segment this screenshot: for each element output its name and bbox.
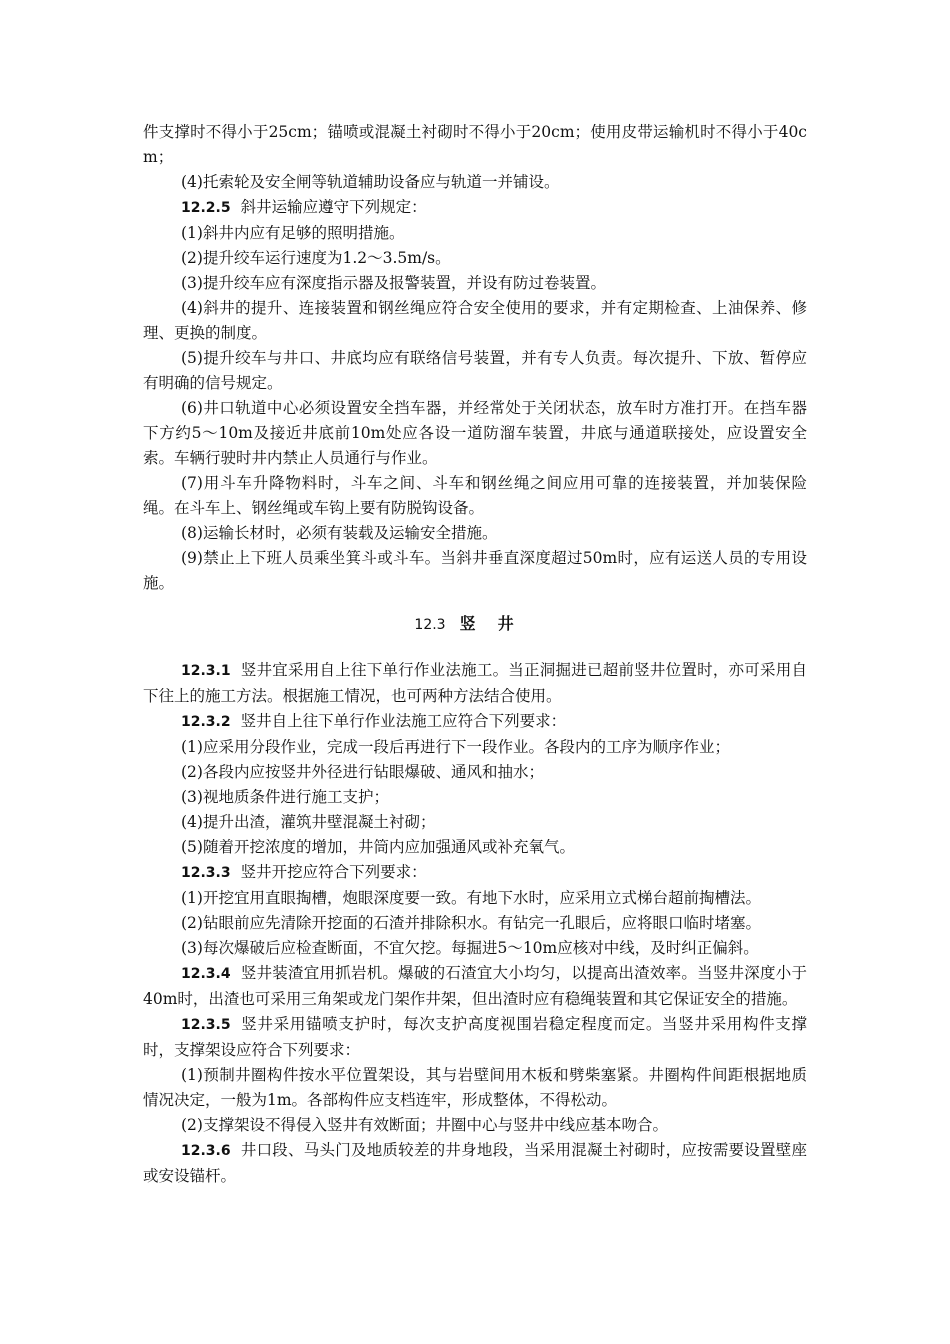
list-item: (2)支撑架设不得侵入竖井有效断面；井圈中心与竖井中线应基本吻合。 [181,1116,668,1134]
list-item: (4)提升出渣，灌筑井壁混凝土衬砌； [181,813,436,831]
clause-text: 斜井运输应遵守下列规定： [240,198,427,216]
list-item: (1)应采用分段作业，完成一段后再进行下一段作业。各段内的工序为顺序作业； [181,738,730,756]
list-item: (3)提升绞车应有深度指示器及报警装置，并设有防过卷装置。 [181,274,606,292]
list-item: (7)用斗车升降物料时，斗车之间、斗车和钢丝绳之间应用可靠的连接装置，并加装保险绳。在斗车上、钢丝绳或车钩上要有防脱钩设备。 [143,474,807,517]
clause-number: 12.3.3 [181,865,231,881]
list-item: (9)禁止上下班人员乘坐箕斗或斗车。当斜井垂直深度超过50m时，应有运送人员的专用设施。 [143,549,807,592]
list-item: (5)提升绞车与井口、井底均应有联络信号装置，并有专人负责。每次提升、下放、暂停应有明确的信号规定。 [143,349,807,392]
clause-number: 12.3.5 [181,1017,231,1033]
clause-12-2-5 [143,195,807,221]
clause-number: 12.3.2 [181,714,231,730]
clause-12-3-5 [143,1012,807,1063]
clause-12-3-1 [143,658,807,709]
section-title: 竖井 [459,614,536,633]
clause-12-3-6 [143,1138,807,1189]
clause-text: 竖井自上往下单行作业法施工应符合下列要求： [240,712,567,730]
clause-number: 12.3.4 [181,966,231,982]
clause-number: 12.3.1 [181,663,231,679]
document-page [143,120,807,1189]
list-item: (6)井口轨道中心必须设置安全挡车器，并经常处于关闭状态，放车时方准打开。在挡车器下方约5～10m及接近井底前10m处应各设一道防溜车装置，井底与通道联接处，应设置安全索。车辆行驶时井内禁止人员通行与作业。 [143,399,807,467]
clause-text: 竖井采用锚喷支护时，每次支护高度视围岩稳定程度而定。当竖井采用构件支撑时，支撑架设应符合下列要求： [143,1015,807,1059]
list-item: (2)提升绞车运行速度为1.2～3.5m/s。 [181,249,451,267]
section-heading [143,611,807,638]
continuation-text: 件支撑时不得小于25cm；锚喷或混凝土衬砌时不得小于20cm；使用皮带运输机时不得小于40cm； [143,123,807,166]
clause-number: 12.3.6 [181,1143,231,1159]
list-item: (4)托索轮及安全闸等轨道辅助设备应与轨道一并铺设。 [181,173,560,191]
clause-text: 竖井宜采用自上往下单行作业法施工。当正洞掘进已超前竖井位置时，亦可采用自下往上的施工方法。根据施工情况，也可两种方法结合使用。 [143,661,807,705]
section-number: 12.3 [414,617,446,633]
list-item: (2)钻眼前应先清除开挖面的石渣并排除积水。有钻完一孔眼后，应将眼口临时堵塞。 [181,914,761,932]
list-item: (4)斜井的提升、连接装置和钢丝绳应符合安全使用的要求，并有定期检查、上油保养、修理、更换的制度。 [143,299,807,342]
list-item: (3)视地质条件进行施工支护； [181,788,389,806]
list-item: (2)各段内应按竖井外径进行钻眼爆破、通风和抽水； [181,763,544,781]
clause-text: 井口段、马头门及地质较差的井身地段，当采用混凝土衬砌时，应按需要设置壁座或安设锚杆。 [143,1141,807,1185]
list-item: (3)每次爆破后应检查断面，不宜欠挖。每掘进5～10m应核对中线，及时纠正偏斜。 [181,939,759,957]
list-item: (1)预制井圈构件按水平位置架设，其与岩壁间用木板和劈柴塞紧。井圈构件间距根据地质情况决定，一般为1m。各部构件应支档连牢，形成整体，不得松动。 [143,1066,807,1109]
list-item: (8)运输长材时，必须有装载及运输安全措施。 [181,524,498,542]
list-item: (1)开挖宜用直眼掏槽，炮眼深度要一致。有地下水时，应采用立式梯台超前掏槽法。 [181,889,761,907]
list-item: (1)斜井内应有足够的照明措施。 [181,224,405,242]
clause-number: 12.2.5 [181,200,231,216]
list-item: (5)随着开挖浓度的增加，井筒内应加强通风或补充氧气。 [181,838,575,856]
clause-12-3-2 [143,709,807,735]
clause-text: 竖井开挖应符合下列要求： [240,863,427,881]
clause-12-3-3 [143,860,807,886]
clause-12-3-4 [143,961,807,1012]
clause-text: 竖井装渣宜用抓岩机。爆破的石渣宜大小均匀，以提高出渣效率。当竖井深度小于40m时，出渣也可采用三角架或龙门架作井架，但出渣时应有稳绳装置和其它保证安全的措施。 [143,964,807,1008]
